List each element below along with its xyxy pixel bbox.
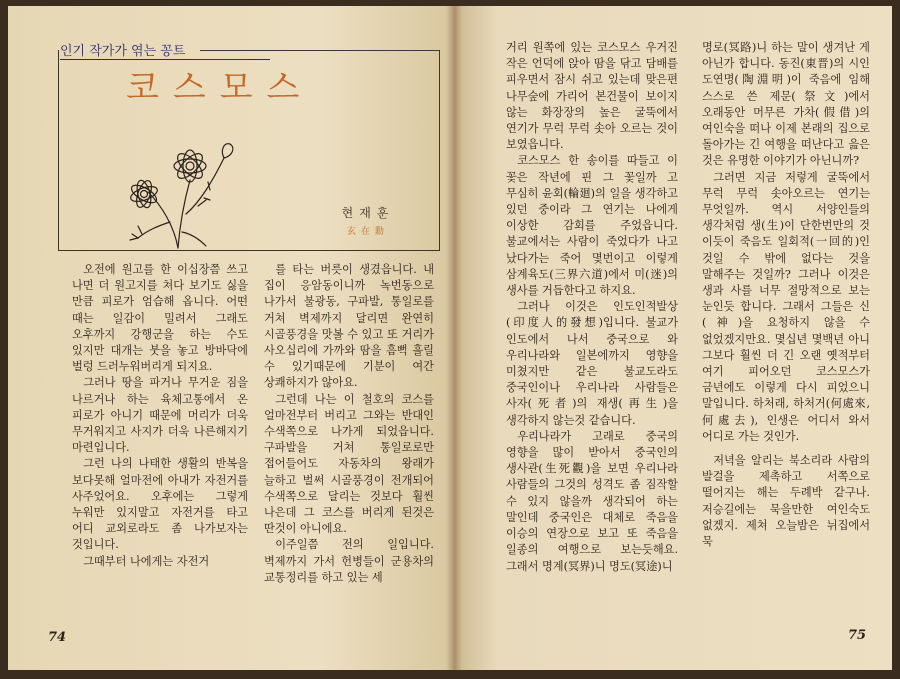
paragraph: 그런데 나는 이 철호의 코스를 얼마전부터 버리고 그와는 반대인 수색쪽으로 나가게 되었읍니다. 구파발을 거쳐 통일로로만 접어들어도 자동차의 왕래가 늘하고 벌써 시골풍경이 전개되어 수색쪽으로 달리는 것보다 훨씬 나은데 그 코스를 버리게 된것은 딴것이 아니에요. bbox=[264, 392, 434, 536]
right-column-1 bbox=[506, 40, 678, 620]
paragraph: 그러나 이것은 인도인적발상(印度人的發想)입니다. 불교가 인도에서 나서 중국으로 와 우리나라와 일본에까지 영향을 미쳤지만 같은 불교도라도 중국인이나 우리나라 사람들은 사자(死者)의 재생(再生)을 생각하지 않는것 같습니다. bbox=[506, 300, 678, 427]
paragraph: 오전에 원고를 한 이십장쯤 쓰고 나면 더 원고지를 쳐다 보기도 싫을 만큼 피로가 엄습해 옵니다. 어떤 때는 일감이 밀려서 그래도 오후까지 강행군을 하는 수도 있지만 대개는 붓을 놓고 방바닥에 벌렁 드러누워버리게 되지요. bbox=[72, 263, 248, 374]
book-gutter bbox=[446, 6, 462, 670]
right-column-2 bbox=[702, 40, 870, 620]
page-number-left: 74 bbox=[48, 630, 67, 645]
paragraph: 그러면 지금 저렇게 굴뚝에서 무럭 무럭 솟아오르는 연기는 무엇일까. 역시 서양인들의 생각처럼 생(生)이 단한번만의 것 이듯이 죽음도 일회적(一回的)인 것일 수 밖에 없다는 것을 말해주는 것일까? 그러나 이것은 생과 사를 너무 절망적으로 보는 눈인듯 합니다. 그래서 그들은 신(神)을 요청하지 않을 수 없었겠지만요. 몇십년 몇백년 아니 그보다 훨씬 더 긴 오랜 옛적부터 여기 피어오던 코스모스가 금년에도 이렇게 다시 피었으니 말입니다. 하처래, 하처거(何處來, 何處去), 인생은 어디서 와서 어디로 가는 것인가. bbox=[702, 170, 870, 443]
paragraph: 코스모스 한 송이를 따들고 이 꽃은 작년에 핀 그 꽃일까 고 무심히 윤회(輪廻)의 일을 생각하고 있던 중이라 그 연기는 나에게 이상한 감회를 주었읍니다. 불교에서는 사람이 죽었다가 나고 났다가는 죽어 몇번이고 이렇게 삼계육도(三界六道)에서 미(迷)의 생사를 거듭한다고 하지요. bbox=[506, 154, 678, 298]
paragraph: 거리 원쪽에 있는 코스모스 우거진 작은 언덕에 앉아 땀을 닦고 담배를 피우면서 잠시 쉬고 있는데 맞은편 나무숲에 가리어 본건물이 보이지 않는 화장장의 높은 굴뚝에서 연기가 무럭 무럭 솟아 오르는 것이 보였읍니다. bbox=[506, 41, 678, 152]
paragraph: 이주일쯤 전의 일입니다. 벽제까지 가서 헌병들이 군용차의 교통정리를 하고 있는 세 bbox=[264, 538, 434, 584]
author-credit bbox=[318, 204, 418, 237]
paragraph: 우리나라가 고래로 중국의 영향을 많이 받아서 중국인의 생사관(生死觀)을 보면 우리나라 사람들의 그것의 성격도 좀 짐작할 수 있지 않을까 생각되어 하는 말인데 중국인은 대체로 죽음을 이승의 연장으로 보고 또 죽음을 일종의 여행으로 보는듯해요. 그래서 명계(冥界)니 명도(冥途)니 bbox=[506, 429, 678, 573]
paragraph: 를 타는 버릇이 생겼읍니다. 내 집이 응암동이니까 녹번동으로 나가서 불광동, 구파발, 통일로를 거쳐 벽제까지 달리면 완연히 시골풍경을 맛볼 수 있고 또 거리가 사오십리에 가까와 땀을 흠뻑 흘릴 수 있기때문에 기분이 여간 상쾌하지가 않아요. bbox=[264, 263, 434, 390]
cosmos-flower-illustration bbox=[108, 122, 248, 250]
paragraph: 명로(冥路)니 하는 말이 생겨난 게 아닌가 합니다. 동진(東晋)의 시인 도연명(陶淵明)이 죽음에 임해 스스로 쓴 제문(祭文)에서 오래동안 머무른 가차(假借)의 여인숙을 떠나 이제 본래의 집으로 돌아가는 긴 여행을 떠난다고 읊은 것은 유명한 이야기가 아닌니까? bbox=[702, 41, 870, 168]
left-column-2 bbox=[264, 262, 434, 622]
story-title: 코스모스 bbox=[126, 68, 314, 108]
series-title: 인기 작가가 엮는 꽁트 bbox=[60, 40, 270, 60]
left-column-1 bbox=[72, 262, 248, 622]
author-name-hanja: 玄在勳 bbox=[346, 227, 389, 237]
paragraph: 그런 나의 나태한 생활의 반복을 보다못해 얼마전에 아내가 자전거를 사주었어요. 오후에는 그렇게 누워만 있지말고 자전거를 타고 어디 교외로라도 좀 나가보자는 것입니다. bbox=[72, 457, 248, 552]
page-number-right: 75 bbox=[848, 628, 867, 643]
paragraph: 그때부터 나에게는 자전거 bbox=[83, 554, 210, 568]
author-name-korean: 현재훈 bbox=[341, 206, 395, 220]
paragraph: 그러나 땅을 파거나 무거운 짐을 나르거나 하는 육체고통에서 온 피로가 아니기 때문에 머리가 더욱 무거워지고 사지가 더욱 나른해지기 마련입니다. bbox=[72, 376, 248, 455]
verse-gap bbox=[702, 445, 870, 453]
verse-paragraph: 저녁을 알리는 북소리라 사람의 발걸을 제촉하고 서쪽으로 떨어지는 해는 두례박 같구나. 저승길에는 묵을만한 여인숙도 없겠지. 제쳐 오늘밤은 뉘집에서 묵 bbox=[702, 454, 870, 549]
